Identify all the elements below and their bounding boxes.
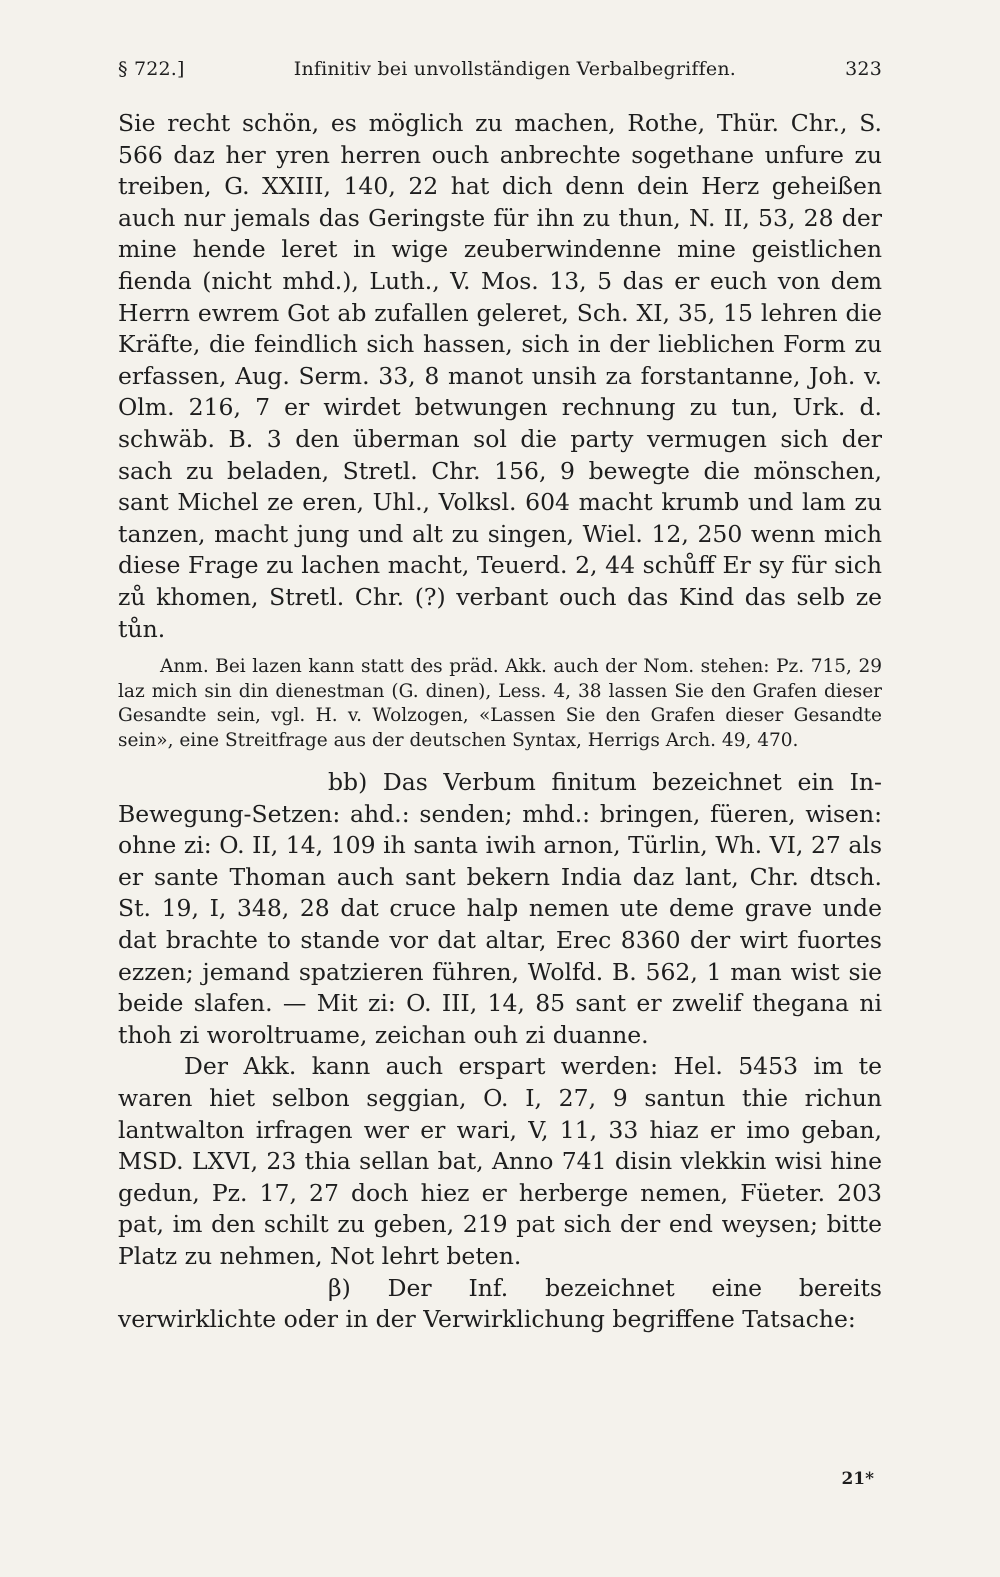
running-title: Infinitiv bei unvollständigen Verbalbegriffen. (293, 58, 737, 80)
paragraph-akk-erspart: Der Akk. kann auch erspart werden: Hel. 5453 im te waren hiet selbon seggian, O. I, 27, 9 santun thie richun lantwalton irfragen wer er wari, V, 11, 33 hiaz er imo geban, MSD. LXVI, 23 thia sellan bat, Anno 741 disin vlekkin wisi hine gedun, Pz. 17, 27 doch hiez er herberge nemen, Füeter. 203 pat, im den schilt zu geben, 219 pat sich der end weysen; bitte Platz zu nehmen, Not lehrt beten. (118, 1052, 882, 1270)
page (118, 58, 882, 1489)
body-text (118, 108, 882, 1336)
running-header (118, 58, 882, 80)
paragraph-bb-bewegung: bb) Das Verbum finitum bezeichnet ein In-Bewegung-Setzen: ahd.: senden; mhd.: bringen, füeren, wisen: ohne zi: O. II, 14, 109 ih santa iwih arnon, Türlin, Wh. VI, 27 als er sante Thoman auch sant bekern India daz lant, Chr. dtsch. St. 19, I, 348, 28 dat cruce halp nemen ute deme grave unde dat brachte to stande vor dat altar, Erec 8360 der wirt fuortes ezzen; jemand spatzieren führen, Wolfd. B. 562, 1 man wist sie beide slafen. — Mit zi: O. III, 14, 85 sant er zwelif thegana ni thoh zi woroltruame, zeichan ouh zi duanne. (118, 768, 882, 1049)
signature-mark: 21* (841, 1469, 874, 1489)
paragraph-examples-lehren: Sie recht schön, es möglich zu machen, Rothe, Thür. Chr., S. 566 daz her yren herren ouch anbrechte sogethane unfure zu treiben, G. XXIII, 140, 22 hat dich denn dein Herz geheißen auch nur jemals das Geringste für ihn zu thun, N. II, 53, 28 der mine hende leret in wige zeuberwindenne mine geistlichen fienda (nicht mhd.), Luth., V. Mos. 13, 5 das er euch von dem Herrn ewrem Got ab zufallen geleret, Sch. XI, 35, 15 lehren die Kräfte, die feindlich sich hassen, sich in der lieblichen Form zu erfassen, Aug. Serm. 33, 8 manot unsih za forstantanne, Joh. v. Olm. 216, 7 er wirdet betwungen rechnung zu tun, Urk. d. schwäb. B. 3 den überman sol die party vermugen sich der sach zu beladen, Stretl. Chr. 156, 9 bewegte die mönschen, sant Michel ze eren, Uhl., Volksl. 604 macht krumb und lam zu tanzen, macht jung und alt zu singen, Wiel. 12, 250 wenn mich diese Frage zu lachen macht, Teuerd. 2, 44 schůff Er sy für sich zů khomen, Stretl. Chr. (?) verbant ouch das Kind das selb ze tůn. (118, 109, 882, 643)
section-number: § 722.] (118, 58, 185, 80)
paragraph-beta-tatsache: β) Der Inf. bezeichnet eine bereits verwirklichte oder in der Verwirklichung begriffene Tatsache: (118, 1273, 882, 1334)
page-number: 323 (845, 58, 882, 80)
paragraph-annotation: Anm. Bei lazen kann statt des präd. Akk. auch der Nom. stehen: Pz. 715, 29 laz mich sin din dienestman (G. dinen), Less. 4, 38 lassen Sie den Grafen dieser Gesandte sein, vgl. H. v. Wolzogen, «Lassen Sie den Grafen dieser Gesandte sein», eine Streitfrage aus der deutschen Syntax, Herrigs Arch. 49, 470. (118, 656, 882, 751)
